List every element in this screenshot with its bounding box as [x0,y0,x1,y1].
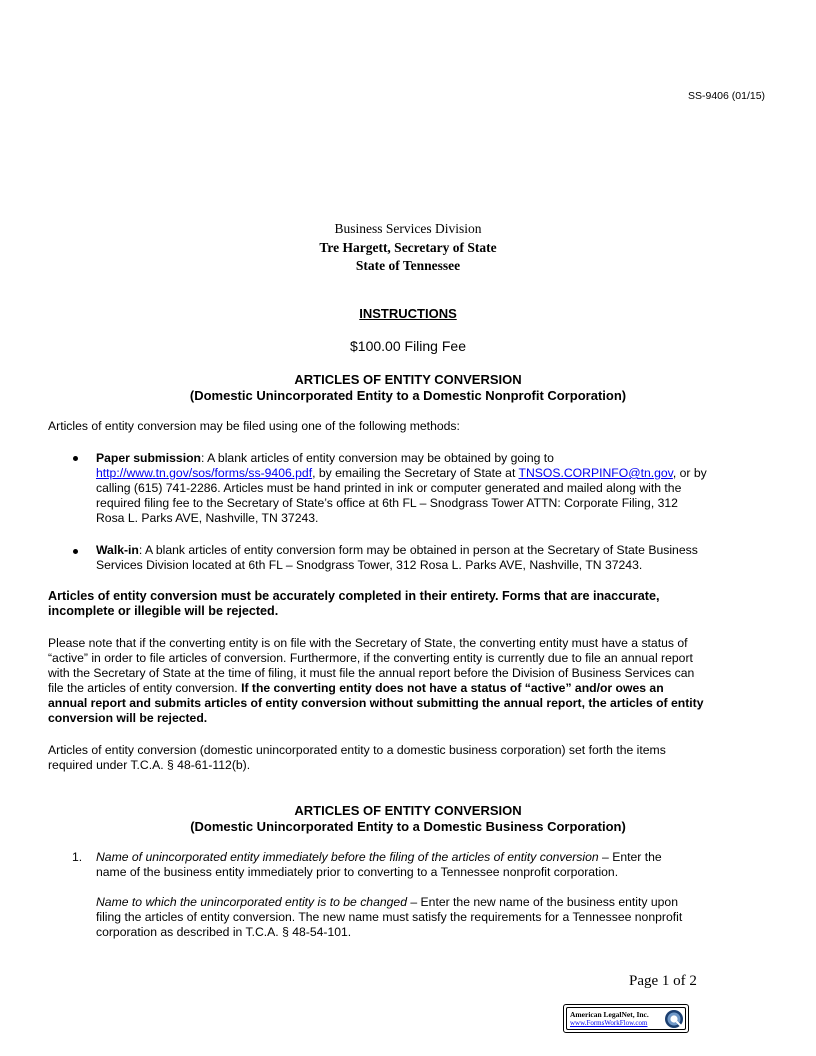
logo-company-name: American LegalNet, Inc. [570,1010,649,1019]
warning-line2: incomplete or illegible will be rejected. [48,604,279,618]
item1-a-line2: name of the business entity immediately prior to converting to a Tennessee nonprofit corporation. [96,865,619,879]
item1-b-rest: – Enter the new name of the business entity upon [406,895,678,909]
intro-text: Articles of entity conversion may be filed using one of the following methods: [48,419,460,433]
item1-number: 1. [72,850,83,864]
tca-note [48,743,666,773]
paper-text-b: , by emailing the Secretary of State at [312,466,519,480]
section2-subtitle: (Domestic Unincorporated Entity to a Domestic Business Corporation) [190,819,626,834]
item1-b-line2: filing the articles of entity conversion. The new name must satisfy the requirements for a Tennessee nonprofit [96,910,683,924]
paper-label: Paper submission [96,451,201,465]
section2-title: ARTICLES OF ENTITY CONVERSION [294,803,522,818]
logo-url: www.FormsWorkFlow.com [570,1019,648,1027]
paper-text-c: , or by [672,466,707,480]
item1-part-a [96,850,662,880]
email-link[interactable]: TNSOS.CORPINFO@tn.gov [518,466,673,480]
item1-part-b [96,895,682,940]
paper-line4: required filing fee to the Secretary of State’s office at 6th FL – Snodgrass Tower ATTN: Corporate Filing, 312 [96,496,678,510]
paper-submission [96,451,707,526]
form-url-link[interactable]: http://www.tn.gov/sos/forms/ss-9406.pdf [96,466,313,480]
globe-icon [664,1009,684,1029]
tca-line1: Articles of entity conversion (domestic unincorporated entity to a domestic business corporation) set forth the items [48,743,666,757]
filing-fee: $100.00 Filing Fee [350,338,466,354]
secretary-name: Tre Hargett, Secretary of State [319,240,497,255]
walk-in [96,543,698,573]
item1-b-italic: Name to which the unincorporated entity is to be changed [96,895,407,909]
bullet-paper [73,456,78,461]
note-line1: Please note that if the converting entity is on file with the Secretary of State, the converting entity must have a status of [48,636,688,650]
status-note [48,636,704,726]
walkin-text-a: : A blank articles of entity conversion form may be obtained in person at the Secretary of State Business [138,543,698,557]
item1-b-line3: corporation as described in T.C.A. § 48-54-101. [96,925,352,939]
division-name: Business Services Division [334,221,482,236]
warning-line1: Articles of entity conversion must be accurately completed in their entirety. Forms that are inaccurate, [48,589,660,603]
note-line3: with the Secretary of State at the time of filing, it must file the annual report before the Division of Business Services can [48,666,695,680]
note-line5: annual report and submits articles of entity conversion without submitting the annual report, the articles of entity [48,696,704,710]
walkin-line2: Services Division located at 6th FL – Snodgrass Tower, 312 Rosa L. Parks AVE, Nashville, TN 37243. [96,558,643,572]
state-name: State of Tennessee [355,258,461,273]
section1-subtitle: (Domestic Unincorporated Entity to a Domestic Nonprofit Corporation) [189,388,627,403]
paper-line5: Rosa L. Parks AVE, Nashville, TN 37243. [96,511,319,525]
warning-text [48,589,659,619]
note-line4a: file the articles of entity conversion. [48,681,242,695]
instructions-title: INSTRUCTIONS [359,306,457,321]
tca-line2: required under T.C.A. § 48-61-112(b). [48,758,251,772]
note-line2: “active” in order to file articles of conversion. Furthermore, if the converting entity is currently due to file an annual report [48,651,693,665]
item1-a-rest: – Enter the [598,850,662,864]
paper-text-a: : A blank articles of entity conversion may be obtained by going to [200,451,554,465]
item1-a-italic: Name of unincorporated entity immediately before the filing of the articles of entity conversion [96,850,599,864]
paper-line3: calling (615) 741-2286. Articles must be hand printed in ink or computer generated and mailed along with the [96,481,682,495]
section1-title: ARTICLES OF ENTITY CONVERSION [294,372,522,387]
bullet-walkin [73,549,78,554]
form-code: SS-9406 (01/15) [688,90,766,102]
note-line4b: If the converting entity does not have a status of “active” and/or owes an [241,681,664,695]
page-number: Page 1 of 2 [629,973,697,989]
american-legalnet-logo[interactable] [563,1004,689,1033]
logo-frame [566,1007,686,1030]
walkin-label: Walk-in [96,543,139,557]
note-line6: conversion will be rejected. [48,711,208,725]
